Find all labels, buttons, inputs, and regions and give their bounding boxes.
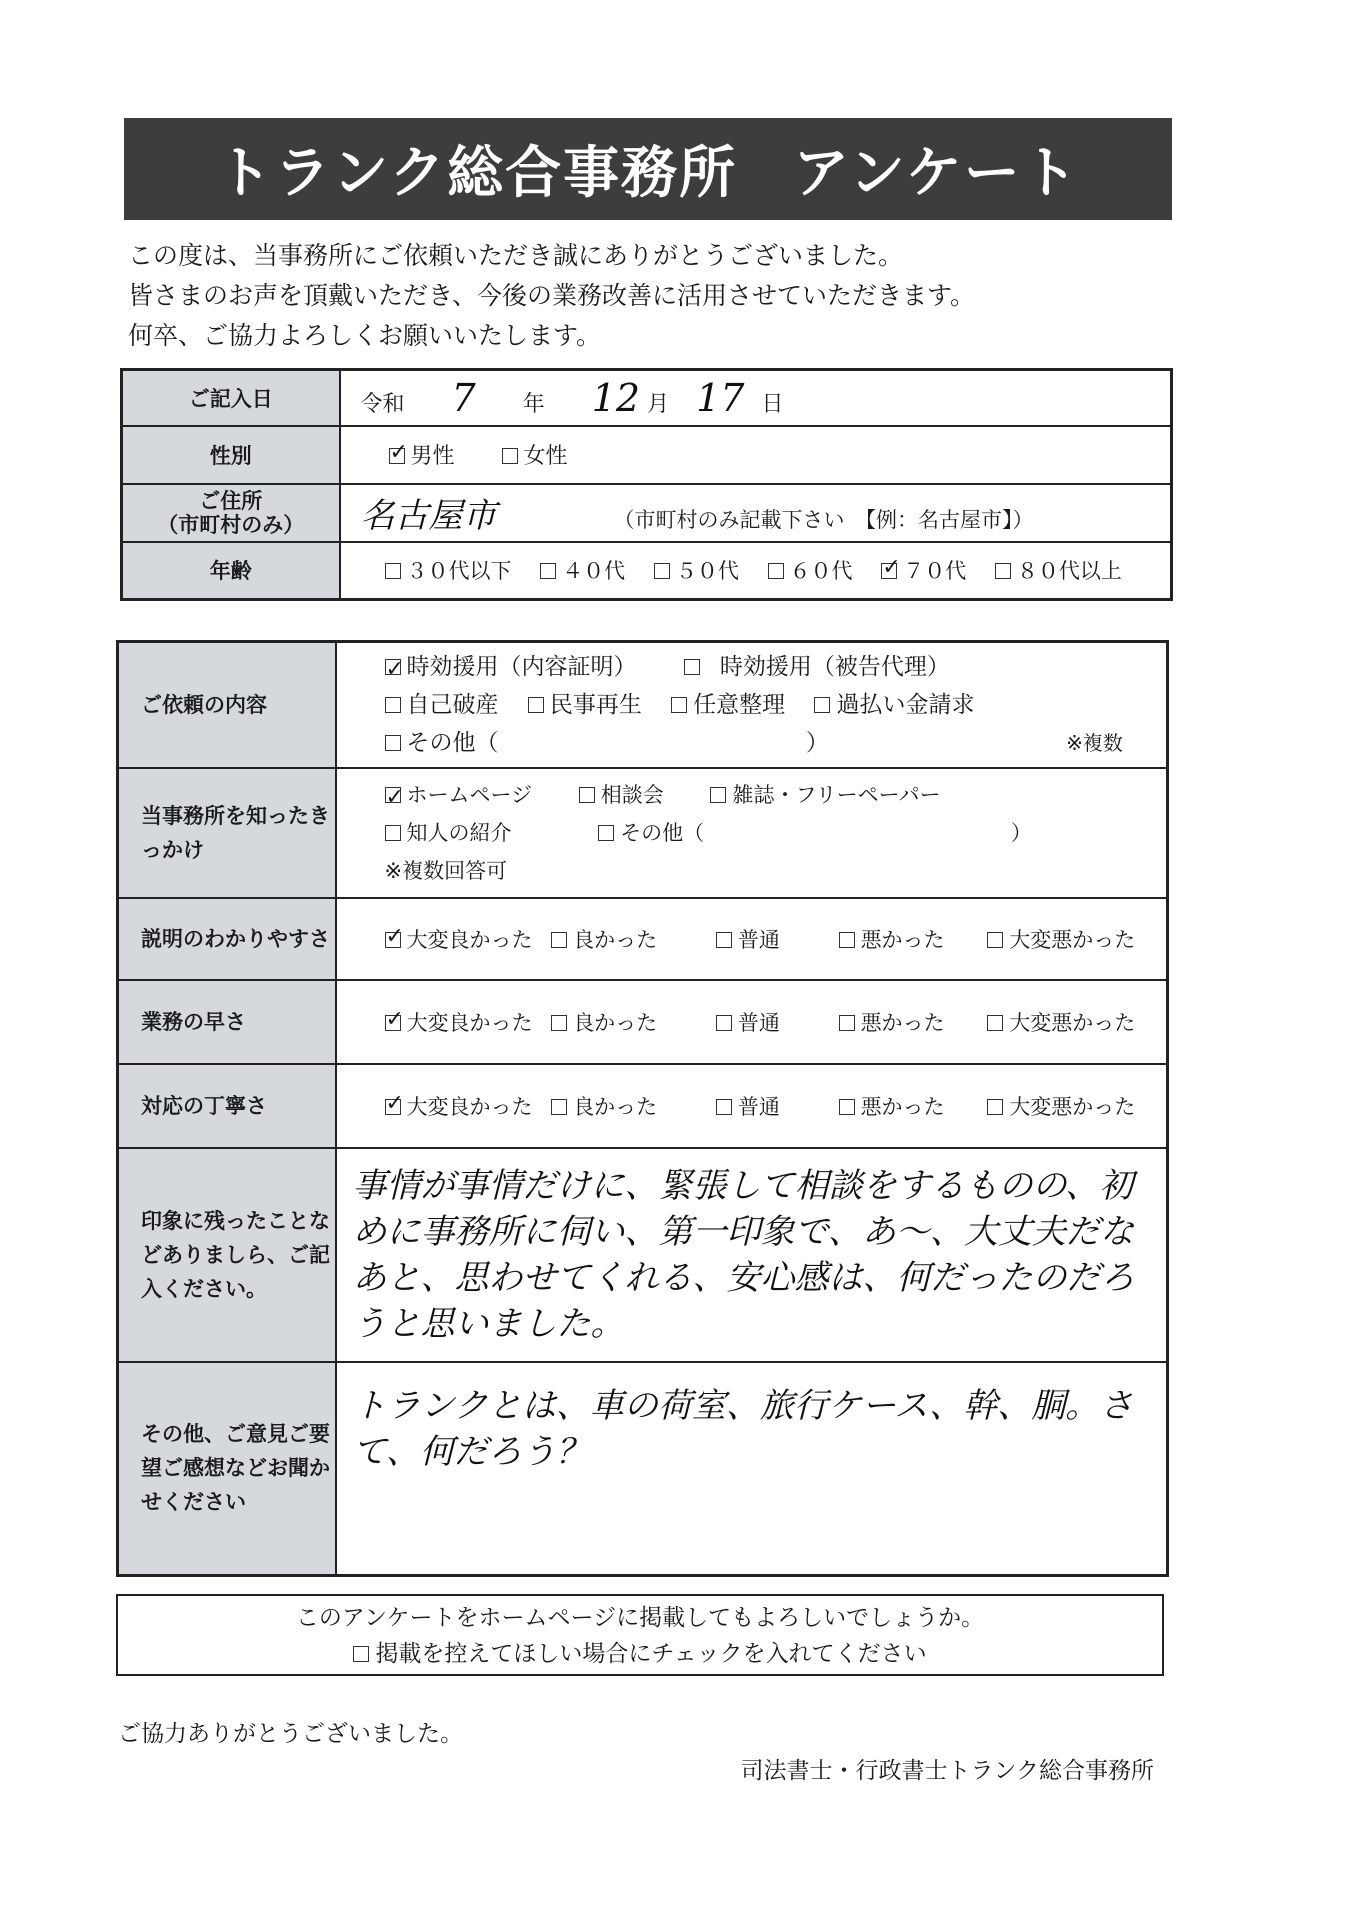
rating-option[interactable]: 良かった — [551, 924, 657, 954]
checkbox-icon[interactable] — [551, 1099, 567, 1115]
rating-option[interactable]: 悪かった — [839, 1091, 945, 1121]
checkbox-icon[interactable] — [502, 448, 518, 464]
request-option-checked[interactable]: ✓時効援用（内容証明） — [385, 648, 637, 686]
speed-label: 業務の早さ — [118, 980, 336, 1064]
checkbox-icon[interactable] — [528, 697, 544, 713]
checkbox-checked-icon[interactable] — [385, 1015, 401, 1031]
source-label: 当事務所を知ったきっかけ — [118, 768, 336, 898]
request-option[interactable]: 過払い金請求 — [814, 686, 974, 724]
address-note: （市町村のみ記載下さい 【例：名古屋市】） — [613, 508, 1034, 532]
checkbox-icon[interactable] — [540, 563, 556, 579]
rating-option[interactable]: 大変悪かった — [987, 924, 1135, 954]
checkbox-icon[interactable] — [987, 932, 1003, 948]
age-option-selected[interactable]: ✓ ７０代 — [881, 555, 966, 585]
age-label: 年齢 — [122, 542, 340, 600]
checkbox-icon[interactable] — [839, 1015, 855, 1031]
request-options — [336, 642, 1168, 768]
checkbox-icon[interactable] — [995, 563, 1011, 579]
source-option[interactable]: 相談会 — [579, 776, 664, 814]
address-value: 名古屋市 — [360, 496, 497, 536]
checkbox-icon[interactable] — [579, 787, 595, 803]
survey-title — [124, 118, 1172, 220]
checkbox-icon[interactable] — [839, 932, 855, 948]
age-option[interactable]: ３０代以下 — [385, 555, 512, 585]
rating-option-checked[interactable]: ✓ 大変良かった — [385, 924, 533, 954]
day-value: 17 — [696, 375, 745, 420]
checkbox-icon[interactable] — [987, 1099, 1003, 1115]
address-field[interactable] — [340, 484, 1172, 542]
rating-option[interactable]: 普通 — [716, 1007, 780, 1037]
rating-option[interactable]: 普通 — [716, 924, 780, 954]
checkbox-icon[interactable] — [551, 932, 567, 948]
intro-text — [128, 236, 975, 356]
gender-male[interactable]: ✓ 男性 — [389, 439, 455, 470]
date-field[interactable] — [340, 370, 1172, 426]
checkbox-checked-icon[interactable] — [385, 787, 401, 803]
checkbox-icon[interactable] — [385, 735, 401, 751]
checkbox-icon[interactable] — [768, 563, 784, 579]
impression-label: 印象に残ったことなどありましら、ご記入ください。 — [118, 1148, 336, 1362]
request-label: ご依頼の内容 — [118, 642, 336, 768]
title-office: トランク総合事務所 — [216, 141, 738, 206]
source-option-checked[interactable]: ✓ホームページ — [385, 776, 533, 814]
survey-table — [116, 640, 1169, 1577]
rating-option[interactable]: 大変悪かった — [987, 1007, 1135, 1037]
checkbox-icon[interactable] — [353, 1646, 369, 1662]
checkbox-checked-icon[interactable] — [881, 563, 897, 579]
checkbox-icon[interactable] — [671, 697, 687, 713]
request-option-other[interactable]: その他（ — [385, 724, 499, 762]
clarity-rating — [336, 898, 1168, 980]
checkbox-checked-icon[interactable] — [385, 1099, 401, 1115]
source-option[interactable]: 知人の紹介 — [385, 814, 512, 852]
checkbox-icon[interactable] — [385, 563, 401, 579]
checkbox-icon[interactable] — [716, 1099, 732, 1115]
checkbox-icon[interactable] — [716, 932, 732, 948]
checkbox-icon[interactable] — [987, 1015, 1003, 1031]
gender-label: 性別 — [122, 426, 340, 484]
checkbox-checked-icon[interactable] — [385, 659, 401, 675]
intro-line: 皆さまのお声を頂戴いただき、今後の業務改善に活用させていただきます。 — [128, 281, 976, 310]
info-table — [120, 368, 1173, 601]
request-note: ※複数 — [1066, 730, 1123, 755]
age-option[interactable]: ５０代 — [654, 555, 739, 585]
request-option[interactable]: 民事再生 — [528, 686, 642, 724]
intro-line: この度は、当事務所にご依頼いただき誠にありがとうございました。 — [128, 241, 904, 270]
checkbox-icon[interactable] — [710, 787, 726, 803]
rating-option[interactable]: 良かった — [551, 1091, 657, 1121]
speed-rating — [336, 980, 1168, 1064]
gender-field — [340, 426, 1172, 484]
checkbox-checked-icon[interactable] — [389, 448, 405, 464]
checkbox-icon[interactable] — [654, 563, 670, 579]
rating-option[interactable]: 悪かった — [839, 1007, 945, 1037]
rating-option[interactable]: 良かった — [551, 1007, 657, 1037]
age-option[interactable]: ６０代 — [768, 555, 853, 585]
other-answer[interactable]: トランクとは、車の荷室、旅行ケース、幹、胴。さて、何だろう？ — [336, 1362, 1168, 1576]
source-options — [336, 768, 1168, 898]
checkbox-icon[interactable] — [814, 697, 830, 713]
source-other-close: ） — [1010, 820, 1032, 845]
checkbox-icon[interactable] — [551, 1015, 567, 1031]
checkbox-icon[interactable] — [385, 697, 401, 713]
checkbox-icon[interactable] — [598, 825, 614, 841]
office-name: 司法書士・行政書士トランク総合事務所 — [740, 1758, 1154, 1784]
checkbox-icon[interactable] — [385, 825, 401, 841]
date-label: ご記入日 — [122, 370, 340, 426]
consent-box — [116, 1594, 1164, 1676]
checkbox-icon[interactable] — [839, 1099, 855, 1115]
courtesy-label: 対応の丁寧さ — [118, 1064, 336, 1148]
impression-answer[interactable]: 事情が事情だけに、緊張して相談をするものの、初めに事務所に伺い、第一印象で、あ〜、大丈夫だなあと、思わせてくれる、安心感は、何だったのだろうと思いました。 — [336, 1148, 1168, 1362]
request-option[interactable]: 自己破産 — [385, 686, 499, 724]
age-option[interactable]: ８０代以上 — [995, 555, 1122, 585]
source-option[interactable]: 雑誌・フリーペーパー — [710, 776, 940, 814]
month-value: 12 — [591, 375, 641, 420]
checkbox-icon[interactable] — [716, 1015, 732, 1031]
rating-option[interactable]: 普通 — [716, 1091, 780, 1121]
address-label: ご住所 （市町村のみ） — [122, 484, 340, 542]
gender-female[interactable]: 女性 — [502, 439, 568, 470]
source-note: ※複数回答可 — [384, 858, 508, 883]
thanks-text: ご協力ありがとうございました。 — [118, 1721, 463, 1747]
courtesy-rating — [336, 1064, 1168, 1148]
request-option[interactable]: 時効援用（被告代理） — [684, 648, 950, 686]
year-value: 7 — [451, 375, 476, 420]
rating-option[interactable]: 悪かった — [839, 924, 945, 954]
consent-question: このアンケートをホームページに掲載してもよろしいでしょうか。 — [295, 1605, 985, 1631]
era: 令和 — [360, 391, 405, 417]
intro-line: 何卒、ご協力よろしくお願いいたします。 — [128, 321, 602, 350]
checkbox-checked-icon[interactable] — [385, 932, 401, 948]
rating-option-checked[interactable]: ✓ 大変良かった — [385, 1091, 533, 1121]
month-unit: 月 — [647, 391, 670, 417]
request-other-close: ） — [805, 729, 829, 756]
source-option-other[interactable]: その他（ — [598, 814, 704, 852]
clarity-label: 説明のわかりやすさ — [118, 898, 336, 980]
year-unit: 年 — [522, 391, 545, 417]
title-survey: アンケート — [793, 141, 1080, 206]
rating-option-checked[interactable]: ✓ 大変良かった — [385, 1007, 533, 1037]
checkbox-icon[interactable] — [684, 659, 700, 675]
other-label: その他、ご意見ご要望ご感想などお聞かせください — [118, 1362, 336, 1576]
age-field — [340, 542, 1172, 600]
request-option[interactable]: 任意整理 — [671, 686, 785, 724]
age-option[interactable]: ４０代 — [540, 555, 625, 585]
consent-option[interactable]: 掲載を控えてほしい場合にチェックを入れてください — [118, 1636, 1162, 1672]
day-unit: 日 — [761, 391, 784, 417]
rating-option[interactable]: 大変悪かった — [987, 1091, 1135, 1121]
